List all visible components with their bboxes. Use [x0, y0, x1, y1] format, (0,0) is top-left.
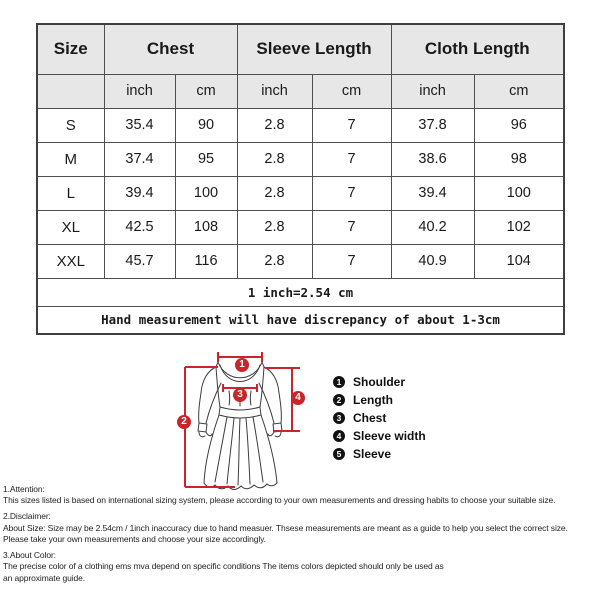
sleeve-cm-value: 7	[312, 244, 391, 278]
size-label: XL	[37, 210, 104, 244]
header-row	[37, 24, 564, 74]
size-label: S	[37, 108, 104, 142]
section-title: 1.Attention:	[3, 484, 45, 494]
section-line: The precise color of a clothing ems mva depend on specific conditions The items colors depicted should only be used as	[3, 561, 444, 572]
dress-measurement-diagram	[177, 343, 343, 495]
legend-item-sleeve	[333, 448, 426, 460]
cloth-inch-value: 38.6	[391, 142, 474, 176]
legend-item-chest	[333, 412, 426, 424]
unit-header: cm	[474, 74, 564, 108]
col-header-cloth-length: Cloth Length	[391, 24, 564, 74]
size-chart-table	[36, 23, 565, 335]
sleeve-inch-value: 2.8	[237, 210, 312, 244]
numbered-bullet-icon: 4	[333, 430, 345, 442]
chest-cm-value: 116	[175, 244, 237, 278]
discrepancy-note: Hand measurement will have discrepancy of about 1-3cm	[37, 306, 564, 334]
sleeve-inch-value: 2.8	[237, 244, 312, 278]
legend-item-sleeve-width	[333, 430, 426, 442]
cloth-cm-value: 98	[474, 142, 564, 176]
unit-header-row	[37, 74, 564, 108]
legend-label: Length	[353, 393, 393, 407]
sleeve-cm-value: 7	[312, 108, 391, 142]
sleeve-cm-value: 7	[312, 210, 391, 244]
size-label: M	[37, 142, 104, 176]
disclaimer-section	[3, 511, 599, 545]
about-color-section	[3, 550, 599, 584]
chest-cm-value: 95	[175, 142, 237, 176]
cloth-inch-value: 37.8	[391, 108, 474, 142]
legend-label: Sleeve width	[353, 429, 426, 443]
cloth-cm-value: 102	[474, 210, 564, 244]
sleeve-inch-value: 2.8	[237, 108, 312, 142]
chest-cm-value: 108	[175, 210, 237, 244]
cloth-cm-value: 104	[474, 244, 564, 278]
numbered-bullet-icon: 3	[333, 412, 345, 424]
chest-inch-value: 45.7	[104, 244, 175, 278]
notes-block	[3, 484, 599, 589]
dress-diagram-svg	[177, 343, 343, 495]
chest-inch-value: 39.4	[104, 176, 175, 210]
cloth-inch-value: 40.9	[391, 244, 474, 278]
sleeve-inch-value: 2.8	[237, 176, 312, 210]
legend-label: Chest	[353, 411, 387, 425]
numbered-bullet-icon: 1	[333, 376, 345, 388]
table-row-xxl	[37, 244, 564, 278]
unit-header: cm	[312, 74, 391, 108]
section-title: 3.About Color:	[3, 550, 56, 561]
legend-label: Shoulder	[353, 375, 406, 389]
section-line: an approximate guide.	[3, 572, 86, 583]
chest-cm-value: 100	[175, 176, 237, 210]
unit-header: cm	[175, 74, 237, 108]
legend-item-length	[333, 394, 426, 406]
sleeve-inch-value: 2.8	[237, 142, 312, 176]
numbered-bullet-icon: 5	[333, 448, 345, 460]
col-header-chest: Chest	[104, 24, 237, 74]
size-label: XXL	[37, 244, 104, 278]
cloth-inch-value: 40.2	[391, 210, 474, 244]
table-row-m	[37, 142, 564, 176]
section-line: This sizes listed is based on international sizing system, please according to your own measurements and dressing habits to choose your suitable size.	[3, 495, 556, 506]
section-title: 2.Disclaimer:	[3, 511, 51, 522]
diagram-marker-3: 3	[233, 388, 247, 402]
diagram-marker-4: 4	[291, 391, 305, 405]
discrepancy-note-row	[37, 306, 564, 334]
diagram-marker-2: 2	[177, 415, 191, 429]
cloth-inch-value: 39.4	[391, 176, 474, 210]
table-row-l	[37, 176, 564, 210]
attention-section	[3, 484, 599, 507]
section-line: Please take your own measurements and choose your size accordingly.	[3, 534, 266, 545]
chest-cm-value: 90	[175, 108, 237, 142]
cloth-cm-value: 96	[474, 108, 564, 142]
measurement-legend	[333, 376, 426, 460]
table-row-xl	[37, 210, 564, 244]
chest-inch-value: 37.4	[104, 142, 175, 176]
size-label: L	[37, 176, 104, 210]
legend-item-shoulder	[333, 376, 426, 388]
conversion-note-row	[37, 278, 564, 306]
section-line: About Size: Size may be 2.54cm / 1inch inaccuracy due to hand measuer. Thsese measurements are meant as a guide to help you select the correct size.	[3, 522, 568, 533]
sleeve-cm-value: 7	[312, 176, 391, 210]
numbered-bullet-icon: 2	[333, 394, 345, 406]
diagram-marker-1: 1	[235, 358, 249, 372]
unit-header: inch	[104, 74, 175, 108]
cloth-cm-value: 100	[474, 176, 564, 210]
sleeve-cm-value: 7	[312, 142, 391, 176]
chest-inch-value: 35.4	[104, 108, 175, 142]
col-header-sleeve-length: Sleeve Length	[237, 24, 391, 74]
chest-inch-value: 42.5	[104, 210, 175, 244]
col-header-size: Size	[37, 24, 104, 74]
unit-header-empty	[37, 74, 104, 108]
unit-header: inch	[237, 74, 312, 108]
legend-label: Sleeve	[353, 447, 392, 461]
conversion-note: 1 inch=2.54 cm	[37, 278, 564, 306]
table-row-s	[37, 108, 564, 142]
unit-header: inch	[391, 74, 474, 108]
